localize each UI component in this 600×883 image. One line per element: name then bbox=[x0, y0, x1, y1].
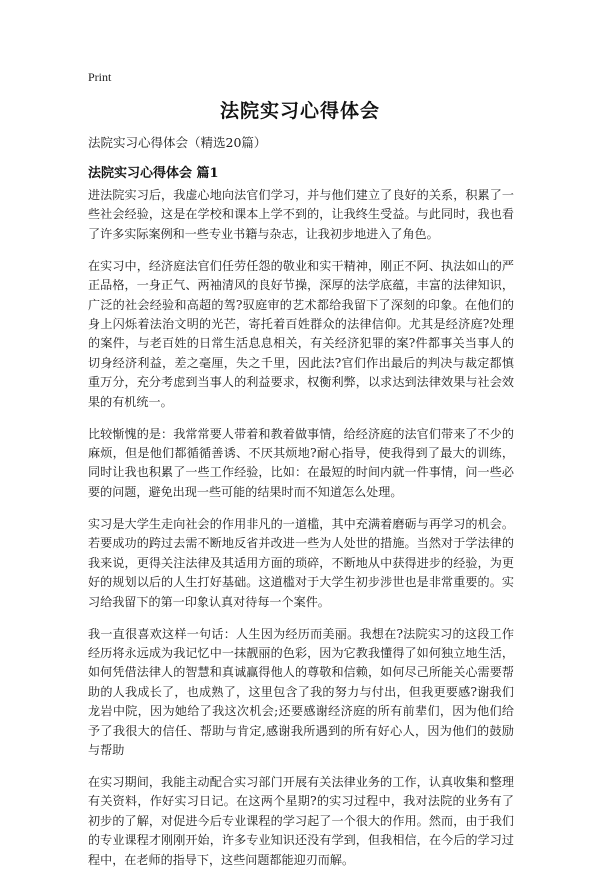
section-heading: 法院实习心得体会 篇1 bbox=[88, 166, 219, 181]
document-body bbox=[88, 186, 514, 883]
paragraph: 实习是大学生走向社会的作用非凡的一道槛，其中充满着磨砺与再学习的机会。若要成功的跨过去需不断地反省并改进一些为人处世的措施。当然对于学法律的我来说，更得关注法律及其适用方面的琐碎，不断地从中获得进步的经验，为更好的规划以后的人生打好基础。这道槛对于大学生初步涉世也是非常重要的。实习给我留下的第一印象认真对待每一个案件。 bbox=[88, 516, 514, 609]
paragraph: 进法院实习后，我虚心地向法官们学习，并与他们建立了良好的关系，积累了一些社会经验，这是在学校和课本上学不到的，让我终生受益。与此同时，我也看了许多实际案例和一些专业书籍与杂志，让我初步地进入了角色。 bbox=[88, 188, 514, 241]
print-label[interactable]: Print bbox=[88, 70, 112, 84]
paragraph: 我一直很喜欢这样一句话：人生因为经历而美丽。我想在?法院实习的这段工作经历将永远成为我记忆中一抹靓丽的色彩，因为它教我懂得了如何独立地生活，如何凭借法律人的智慧和真诚赢得他人的尊敬和信赖，如何尽己所能关心需要帮助的人我成长了，也成熟了，这里包含了我的努力与付出，但我更要感?谢我们龙岩中院，因为她给了我这次机会;还要感谢经济庭的所有前辈们，因为他们给予了我很大的信任、帮助与肯定,感谢我所遇到的所有好心人，因为他们的鼓励与帮助 bbox=[88, 626, 514, 757]
document-subtitle: 法院实习心得体会（精选20篇） bbox=[88, 135, 267, 150]
paragraph: 在实习中，经济庭法官们任劳任怨的敬业和实干精神，刚正不阿、执法如山的严正品格，一身正气、两袖清风的良好节操，深厚的法学底蕴，丰富的法律知识，广泛的社会经验和高超的驾?驭庭审的艺术都给我留下了深刻的印象。在他们的身上闪烁着法治文明的光芒，寄托着百姓群众的法律信仰。尤其是经济庭?处理的案件，与老百姓的日常生活息息相关，有关经济犯罪的案?件都事关当事人的切身经济利益，差之毫厘，失之千里，因此法?官们作出最后的判决与裁定都慎重万分，充分考虑到当事人的利益要求，权衡利弊，以求达到法律效果与社会效果的有机统一。 bbox=[88, 258, 514, 409]
paragraph: 比较惭愧的是：我常常要人带着和教着做事情，给经济庭的法官们带来了不少的麻烦，但是他们都循循善诱、不厌其烦地?耐心指导，使我得到了最大的训练，同时让我也积累了一些工作经验，比如：在最短的时间内就一件事情，问一些必要的问题，避免出现一些可能的结果时而不知道怎么处理。 bbox=[88, 426, 514, 499]
paragraph: 在实习期间，我能主动配合实习部门开展有关法律业务的工作，认真收集和整理有关资料，作好实习日记。在这两个星期?的实习过程中，我对法院的业务有了初步的了解，对促进今后专业课程的学习起了一个很大的作用。然而，由于我们的专业课程才刚刚开始，许多专业知识还没有学到，但我相信，在今后的学习过程中，在老师的指导下，这些问题都能迎刃而解。 bbox=[88, 774, 514, 867]
document-title: 法院实习心得体会 bbox=[219, 100, 380, 122]
